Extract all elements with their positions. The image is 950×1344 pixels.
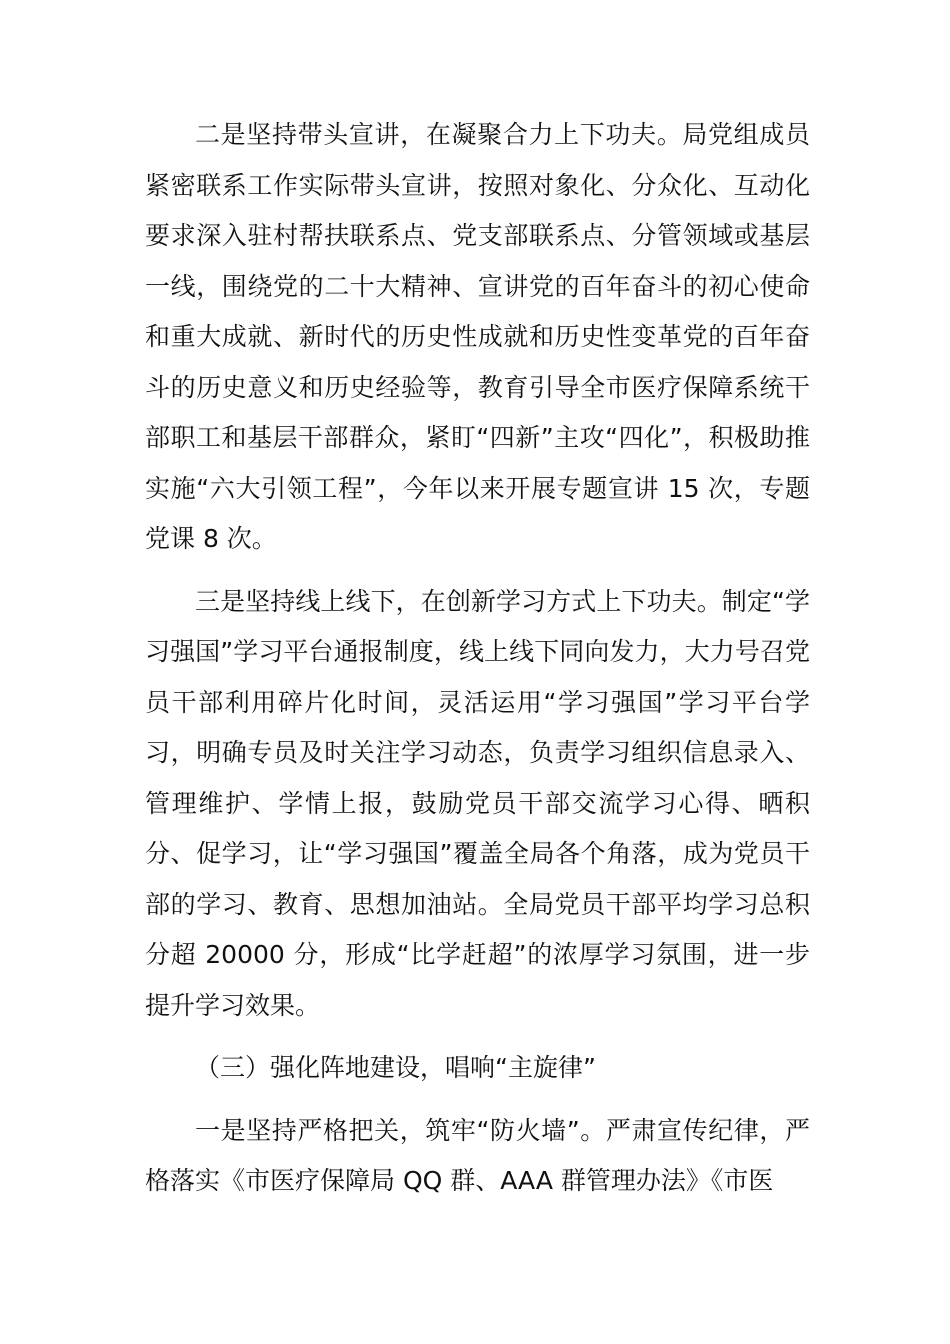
section-heading-position-building: （三）强化阵地建设，唱响“主旋律”	[195, 1053, 596, 1082]
paragraph-online-offline-learning: 三是坚持线上线下，在创新学习方式上下功夫。制定“学习强国”学习平台通报制度，线上线下同向发力，大力号召党员干部利用碎片化时间，灵活运用“学习强国”学习平台学习，明确专员及时关注学习动态，负责学习组织信息录入、管理维护、学情上报，鼓励党员干部交流学习心得、晒积分、促学习，让“学习强国”覆盖全局各个角落，成为党员干部的学习、教育、思想加油站。全局党员干部平均学习总积分超 20000 分，形成“比学赶超”的浓厚学习氛围，进一步提升学习效果。	[145, 586, 810, 1020]
paragraph-propaganda-lectures: 二是坚持带头宣讲，在凝聚合力上下功夫。局党组成员紧密联系工作实际带头宣讲，按照对象化、分众化、互动化要求深入驻村帮扶联系点、党支部联系点、分管领域或基层一线，围绕党的二十大精神、宣讲党的百年奋斗的初心使命和重大成就、新时代的历史性成就和历史性变革党的百年奋斗的历史意义和历史经验等，教育引导全市医疗保障系统干部职工和基层干部群众，紧盯“四新”主攻“四化”，积极助推实施“六大引领工程”，今年以来开展专题宣讲 15 次，专题党课 8 次。	[145, 120, 810, 553]
paragraph-strict-review: 一是坚持严格把关，筑牢“防火墙”。严肃宣传纪律，严格落实《市医疗保障局 QQ 群、AAA 群管理办法》《市医	[145, 1115, 810, 1195]
document-body	[145, 110, 810, 1219]
